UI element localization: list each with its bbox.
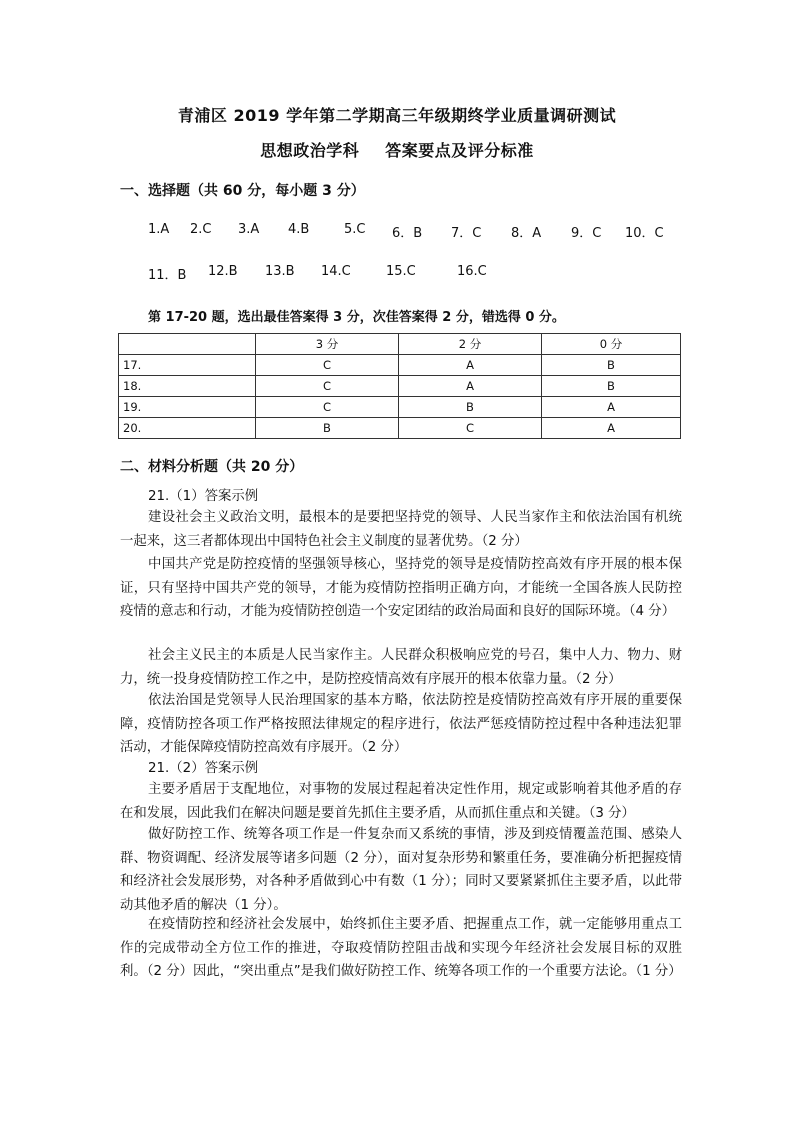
section1-heading: 一、选择题（共 60 分，每小题 3 分） [120, 183, 365, 199]
table-cell: A [542, 397, 681, 418]
answer-table [118, 333, 681, 439]
mc-answers-row2 [148, 264, 708, 282]
mc-answers-row1 [148, 222, 708, 240]
table-cell: C [256, 376, 399, 397]
document-title: 青浦区 2019 学年第二学期高三年级期终学业质量调研测试 [177, 106, 617, 125]
answer-key-label: 答案要点及评分标准 [385, 141, 534, 160]
q21-1-label: 21.（1）答案示例 [148, 489, 259, 504]
table-cell: A [399, 355, 542, 376]
answer-paragraph: 社会主义民主的本质是人民当家作主。人民群众积极响应党的号召，集中人力、物力、财力，统一投身疫情防控工作之中，是防控疫情高效有序展开的根本依靠力量。（2 分） [120, 648, 682, 687]
mc-answer: 12.B [208, 264, 238, 279]
subject-label: 思想政治学科 [260, 141, 360, 160]
table-header-cell: 2 分 [399, 334, 542, 355]
mc-answer: 10．C [625, 226, 664, 241]
table-cell: A [399, 376, 542, 397]
table-cell: C [256, 355, 399, 376]
mc-answer: 3.A [238, 222, 260, 237]
table-row [119, 355, 681, 376]
mc-answer: 6．B [392, 226, 423, 241]
answer-paragraph: 中国共产党是防控疫情的坚强领导核心，坚持党的领导是疫情防控高效有序开展的根本保证，只有坚持中国共产党的领导，才能为疫情防控指明正确方向，才能统一全国各族人民防控疫情的意志和行动，才能为疫情防控创造一个安定团结的政治局面和良好的国际环境。（4 分） [120, 557, 682, 619]
table-row [119, 418, 681, 439]
table-cell: 19. [119, 397, 256, 418]
table-header-row [119, 334, 681, 355]
table-cell: B [542, 376, 681, 397]
mc-answer: 5.C [344, 222, 366, 237]
mc-answer: 13.B [265, 264, 295, 279]
mc-answer: 4.B [288, 222, 310, 237]
mc-answer: 16.C [457, 264, 487, 279]
mc-answer: 14.C [321, 264, 351, 279]
table-cell: B [542, 355, 681, 376]
q21-2-label: 21.（2）答案示例 [148, 761, 259, 776]
document-subtitle [0, 138, 794, 161]
table-header-cell: 0 分 [542, 334, 681, 355]
section2-heading: 二、材料分析题（共 20 分） [120, 459, 304, 475]
answer-paragraph: 在疫情防控和经济社会发展中，始终抓住主要矛盾、把握重点工作，就一定能够用重点工作的完成带动全方位工作的推进，夺取疫情防控阻击战和实现今年经济社会发展目标的双胜利。（2 分）因此，“突出重点”是我们做好防控工作、统筹各项工作的一个重要方法论。（1 分） [120, 917, 682, 979]
table-cell: C [399, 418, 542, 439]
mc-answer: 11．B [148, 268, 187, 283]
table-cell: A [542, 418, 681, 439]
mc-answer: 1.A [148, 222, 170, 237]
table-cell: 18. [119, 376, 256, 397]
answer-paragraph: 依法治国是党领导人民治理国家的基本方略，依法防控是疫情防控高效有序开展的重要保障，疫情防控各项工作严格按照法律规定的程序进行，依法严惩疫情防控过程中各种违法犯罪活动，才能保障疫情防控高效有序展开。（2 分） [120, 693, 682, 755]
table-cell: B [399, 397, 542, 418]
mc-answer: 2.C [190, 222, 212, 237]
table-row [119, 397, 681, 418]
table-cell: 17. [119, 355, 256, 376]
table-row [119, 376, 681, 397]
answer-paragraph: 做好防控工作、统筹各项工作是一件复杂而又系统的事情，涉及到疫情覆盖范围、感染人群、物资调配、经济发展等诸多问题（2 分），面对复杂形势和繁重任务，要准确分析把握疫情和经济社会发展形势，对各种矛盾做到心中有数（1 分）；同时又要紧紧抓住主要矛盾，以此带动其他矛盾的解决（1 分）。 [120, 827, 682, 913]
mc-answer: 15.C [386, 264, 416, 279]
table-cell: 20. [119, 418, 256, 439]
table-cell: C [256, 397, 399, 418]
answer-paragraph: 建设社会主义政治文明，最根本的是要把坚持党的领导、人民当家作主和依法治国有机统一起来，这三者都体现出中国特色社会主义制度的显著优势。（2 分） [120, 510, 682, 549]
table-cell: B [256, 418, 399, 439]
mc-answer: 7．C [451, 226, 482, 241]
mc-answer: 8．A [511, 226, 542, 241]
table-header-cell [119, 334, 256, 355]
answer-paragraph: 主要矛盾居于支配地位，对事物的发展过程起着决定性作用，规定或影响着其他矛盾的存在和发展，因此我们在解决问题是要首先抓住主要矛盾，从而抓住重点和关键。（3 分） [120, 782, 682, 821]
mc-answer: 9．C [571, 226, 602, 241]
table-header-cell: 3 分 [256, 334, 399, 355]
scoring-note: 第 17-20 题，选出最佳答案得 3 分，次佳答案得 2 分，错选得 0 分。 [148, 310, 565, 325]
